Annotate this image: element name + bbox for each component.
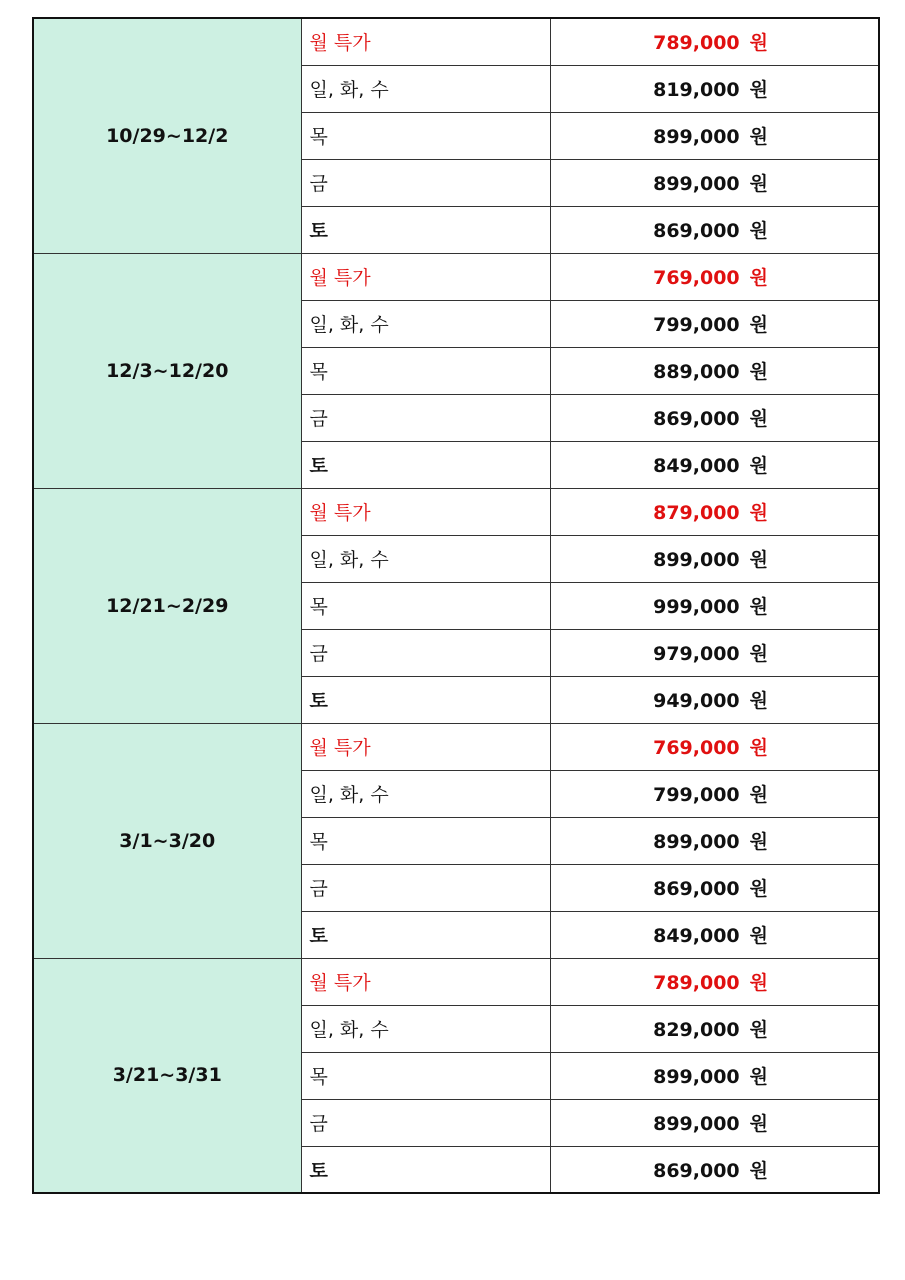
currency-unit: 원 [749,408,768,430]
period-label: 3/1~3/20 [33,723,301,958]
price-row [33,958,879,1005]
day-label: 목 [301,347,550,394]
currency-unit: 원 [749,549,768,571]
day-label: 일, 화, 수 [301,65,550,112]
day-label: 목 [301,112,550,159]
currency-unit: 원 [749,220,768,242]
special-day-label: 월 특가 [301,488,550,535]
price-value: 829,000 [653,1019,740,1041]
currency-unit: 원 [749,32,768,55]
price-value: 769,000 [653,737,740,759]
special-day-label: 월 특가 [301,723,550,770]
price-cell [550,770,879,817]
price-value: 789,000 [653,32,740,55]
price-cell [550,676,879,723]
price-cell [550,817,879,864]
day-label: 일, 화, 수 [301,1005,550,1052]
price-value: 789,000 [653,972,740,994]
day-label: 토 [301,676,550,723]
price-value: 769,000 [653,267,740,289]
currency-unit: 원 [749,831,768,853]
price-cell [550,864,879,911]
day-label: 토 [301,441,550,488]
price-table [32,17,880,1194]
price-cell [550,441,879,488]
day-label: 금 [301,1099,550,1146]
day-label: 금 [301,159,550,206]
price-cell [550,253,879,300]
currency-unit: 원 [749,972,768,994]
price-cell [550,1146,879,1193]
currency-unit: 원 [749,1113,768,1135]
day-label: 목 [301,1052,550,1099]
price-value: 899,000 [653,1066,740,1088]
price-value: 889,000 [653,361,740,383]
price-cell [550,1099,879,1146]
price-row [33,488,879,535]
day-label: 금 [301,629,550,676]
day-label: 목 [301,582,550,629]
price-cell [550,206,879,253]
currency-unit: 원 [749,1159,768,1182]
price-value: 949,000 [653,690,740,712]
price-cell [550,300,879,347]
currency-unit: 원 [749,173,768,195]
price-value: 899,000 [653,549,740,571]
special-day-label: 월 특가 [301,18,550,65]
price-value: 869,000 [653,408,740,430]
special-day-label: 월 특가 [301,253,550,300]
currency-unit: 원 [749,784,768,806]
day-label: 목 [301,817,550,864]
currency-unit: 원 [749,690,768,712]
price-value: 899,000 [653,831,740,853]
day-label: 일, 화, 수 [301,770,550,817]
price-cell [550,535,879,582]
price-value: 899,000 [653,1113,740,1135]
price-cell [550,723,879,770]
currency-unit: 원 [749,878,768,900]
price-value: 849,000 [653,925,740,947]
price-value: 819,000 [653,79,740,101]
price-cell [550,159,879,206]
price-row [33,723,879,770]
price-value: 899,000 [653,126,740,148]
currency-unit: 원 [749,737,768,759]
currency-unit: 원 [749,925,768,947]
period-label: 12/3~12/20 [33,253,301,488]
price-value: 869,000 [653,220,740,242]
price-cell [550,629,879,676]
day-label: 토 [301,1146,550,1193]
currency-unit: 원 [749,267,768,289]
period-label: 12/21~2/29 [33,488,301,723]
price-value: 869,000 [653,1159,740,1182]
day-label: 금 [301,394,550,441]
period-label: 10/29~12/2 [33,18,301,253]
price-cell [550,18,879,65]
day-label: 일, 화, 수 [301,535,550,582]
price-value: 899,000 [653,173,740,195]
day-label: 일, 화, 수 [301,300,550,347]
currency-unit: 원 [749,502,768,524]
price-cell [550,911,879,958]
currency-unit: 원 [749,79,768,101]
price-cell [550,347,879,394]
currency-unit: 원 [749,126,768,148]
currency-unit: 원 [749,455,768,477]
price-value: 979,000 [653,643,740,665]
day-label: 금 [301,864,550,911]
day-label: 토 [301,911,550,958]
price-value: 869,000 [653,878,740,900]
price-value: 799,000 [653,314,740,336]
price-value: 879,000 [653,502,740,524]
currency-unit: 원 [749,643,768,665]
price-cell [550,112,879,159]
day-label: 토 [301,206,550,253]
price-value: 849,000 [653,455,740,477]
price-cell [550,1005,879,1052]
special-day-label: 월 특가 [301,958,550,1005]
price-table-body [33,18,879,1193]
period-label: 3/21~3/31 [33,958,301,1193]
currency-unit: 원 [749,314,768,336]
price-cell [550,582,879,629]
currency-unit: 원 [749,596,768,618]
currency-unit: 원 [749,1066,768,1088]
price-value: 799,000 [653,784,740,806]
price-cell [550,1052,879,1099]
price-value: 999,000 [653,596,740,618]
price-row [33,18,879,65]
price-cell [550,488,879,535]
currency-unit: 원 [749,361,768,383]
price-row [33,253,879,300]
price-cell [550,958,879,1005]
currency-unit: 원 [749,1019,768,1041]
price-cell [550,65,879,112]
price-cell [550,394,879,441]
